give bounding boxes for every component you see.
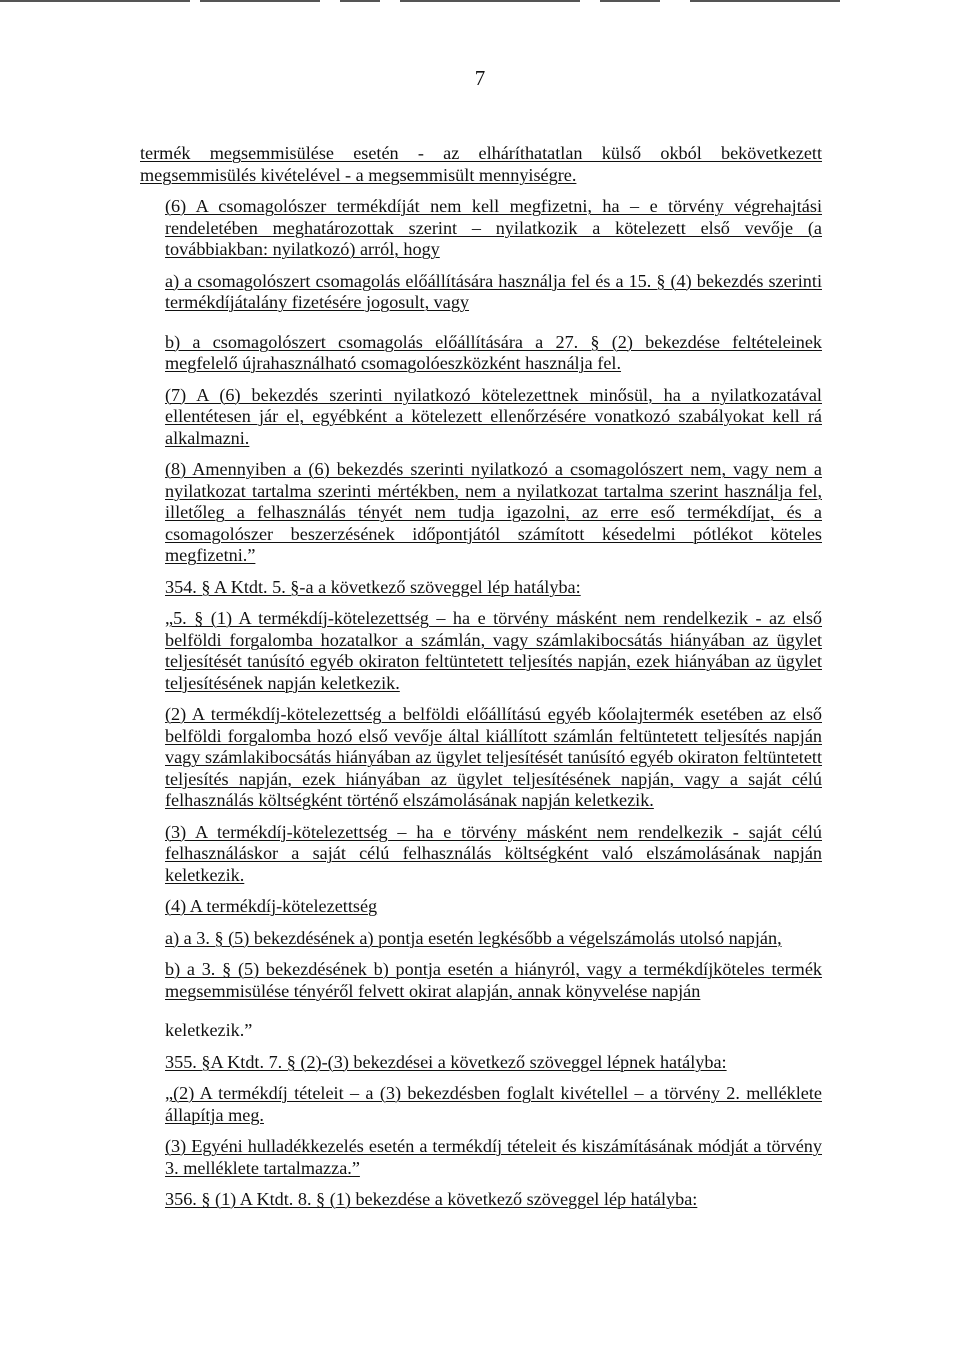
paragraph: (8) Amennyiben a (6) bekezdés szerinti nyilatkozó a csomagolószert nem, vagy nem a nyilatkozat tartalma szerinti mértékben, nem a nyilatkozat tartalma szerint használja fel, illetőleg a felhasználás tényét nem tudja igazolni, az erre eső termékdíjat, és a csomagolószer beszerzésének időpontjától számított késedelmi pótlékot köteles megfizetni.” <box>165 459 822 565</box>
scan-top-edge <box>0 0 960 3</box>
paragraph: „(2) A termékdíj tételeit – a (3) bekezdésben foglalt kivétellel – a törvény 2. melléklete állapítja meg. <box>165 1083 822 1125</box>
paragraph: 354. § A Ktdt. 5. §-a a következő szöveggel lép hatályba: <box>165 576 581 597</box>
paragraph: (6) A csomagolószer termékdíját nem kell megfizetni, ha – e törvény végrehajtási rendeletében meghatározottak szerint – nyilatkozik a kötelezett első vevője (a továbbiakban: nyilatkozó) arról, hogy <box>165 196 822 259</box>
paragraph: a) a csomagolószert csomagolás előállítására használja fel és a 15. § (4) bekezdés szerinti termékdíjátalány fizetésére jogosult, vagy <box>165 270 822 312</box>
paragraph: termék megsemmisülése esetén - az elháríthatatlan külső okból bekövetkezett megsemmisülés kivételével - a megsemmisült mennyiségre. <box>140 143 822 185</box>
paragraph: „5. § (1) A termékdíj-kötelezettség – ha e törvény másként nem rendelkezik - az első belföldi forgalomba hozatalkor a számlán, vagy számlakibocsátás hiányában az ügylet teljesítését tanúsító egyéb okiraton feltüntetett teljesítés napján, ezek hiányában az ügylet teljesítésének napján keletkezik. <box>165 608 822 693</box>
paragraph: a) a 3. § (5) bekezdésének a) pontja esetén legkésőbb a végelszámolás utolsó napján, <box>165 927 782 948</box>
paragraph: (2) A termékdíj-kötelezettség a belföldi előállítású egyéb kőolajtermék esetében az első belföldi forgalomba hozó első vevője által kiállított számlán feltüntetett teljesítés napján vagy számlakibocsátás hiányában az ügylet teljesítését tanúsító egyéb okiraton feltüntetett teljesítés napján, ezek hiányában az ügylet teljesítésének napján, vagy a saját célú felhasználás költségként történő elszámolásának napján keletkezik. <box>165 704 822 810</box>
page-number: 7 <box>474 66 486 90</box>
paragraph: (4) A termékdíj-kötelezettség <box>165 896 378 916</box>
paragraph: (3) A termékdíj-kötelezettség – ha e törvény másként nem rendelkezik - saját célú felhasználáskor a saját célú felhasználás költségként való elszámolásának napján keletkezik. <box>165 821 822 885</box>
paragraph: b) a csomagolószert csomagolás előállítására a 27. § (2) bekezdése feltételeinek megfelelő újrahasználható csomagolóeszközként használja fel. <box>165 331 822 373</box>
paragraph: 355. §A Ktdt. 7. § (2)-(3) bekezdései a következő szöveggel lépnek hatályba: <box>165 1051 727 1072</box>
document-body <box>140 143 822 1221</box>
paragraph: 356. § (1) A Ktdt. 8. § (1) bekezdése a következő szöveggel lép hatályba: <box>165 1189 698 1209</box>
paragraph: (7) A (6) bekezdés szerinti nyilatkozó kötelezettnek minősül, ha a nyilatkozatával ellentétesen jár el, egyébként a kötelezett ellenőrzésére vonatkozó szabályokat kell rá alkalmazni. <box>165 384 822 448</box>
paragraph: (3) Egyéni hulladékkezelés esetén a termékdíj tételeit és kiszámításának módját a törvény 3. melléklete tartalmazza.” <box>165 1136 822 1178</box>
paragraph: b) a 3. § (5) bekezdésének b) pontja esetén a hiányról, vagy a termékdíjköteles termék megsemmisülése tényéről felvett okirat alapján, annak könyvelése napján <box>165 959 822 1001</box>
paragraph: keletkezik.” <box>165 1020 253 1040</box>
